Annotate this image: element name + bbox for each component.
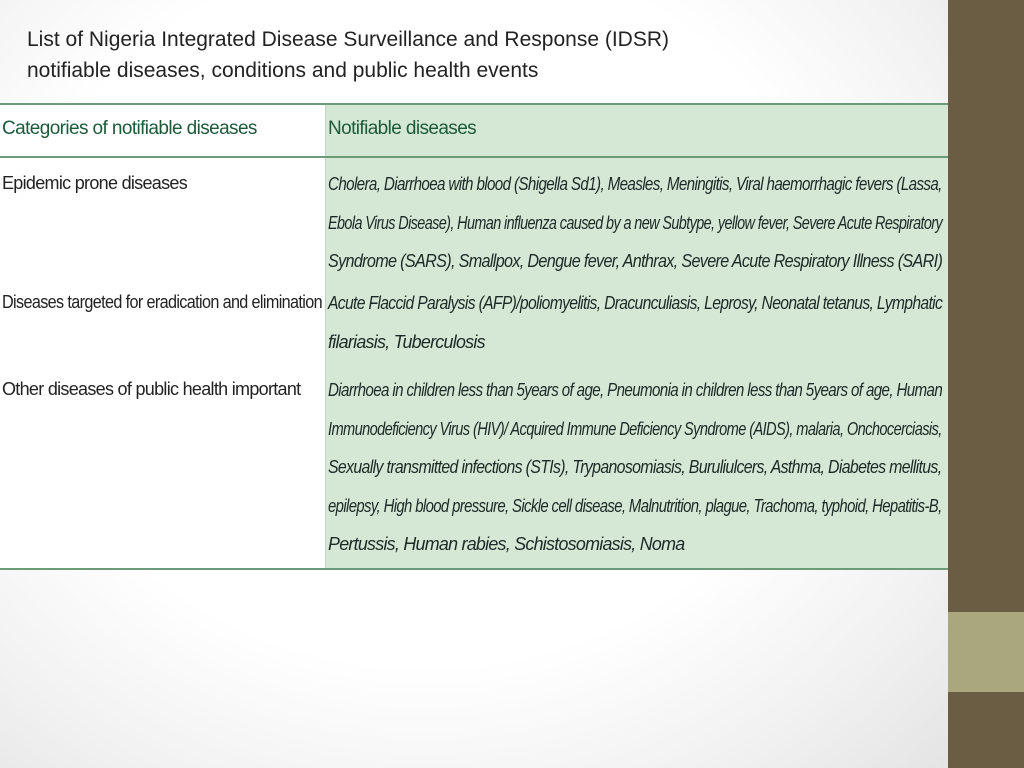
slide-title xyxy=(27,24,927,86)
header-categories: Categories of notifiable diseases xyxy=(2,118,257,139)
table-header-rule xyxy=(0,156,948,158)
category-eradication-elimination: Diseases targeted for eradication and elimination xyxy=(2,292,322,312)
side-bar-light xyxy=(948,612,1024,692)
slide-title-line-1: List of Nigeria Integrated Disease Surveillance and Response (IDSR) xyxy=(27,28,669,51)
category-other-public-health: Other diseases of public health important xyxy=(2,379,301,399)
notifiable-diseases-table xyxy=(0,103,948,570)
disease-line: filariasis, Tuberculosis xyxy=(328,331,485,352)
category-epidemic-prone: Epidemic prone diseases xyxy=(2,173,188,193)
header-notifiable-diseases: Notifiable diseases xyxy=(328,118,477,139)
disease-line: Pertussis, Human rabies, Schistosomiasis, Noma xyxy=(328,534,685,554)
side-bar-dark-top xyxy=(948,0,1024,612)
diseases-epidemic-prone xyxy=(328,165,946,281)
disease-line: Diarrhoea in children less than 5years of age, Pneumonia in children less than 5years of age, Human xyxy=(328,380,943,400)
table-bottom-rule xyxy=(0,568,948,570)
disease-line: epilepsy, High blood pressure, Sickle cell disease, Malnutrition, plague, Trachoma, typhoid, Hepatitis-B, xyxy=(328,495,942,516)
diseases-eradication-elimination xyxy=(328,284,946,361)
disease-line: Acute Flaccid Paralysis (AFP)/poliomyelitis, Dracunculiasis, Leprosy, Neonatal tetanus, Lymphatic xyxy=(328,293,943,313)
diseases-other-public-health xyxy=(328,371,946,564)
slide-title-line-2: notifiable diseases, conditions and public health events xyxy=(27,59,539,82)
table-top-rule xyxy=(0,103,948,105)
disease-line: Cholera, Diarrhoea with blood (Shigella Sd1), Measles, Meningitis, Viral haemorrhagic fevers (Lassa, xyxy=(328,174,942,194)
disease-line: Syndrome (SARS), Smallpox, Dengue fever, Anthrax, Severe Acute Respiratory Illness (SARI) xyxy=(328,251,943,271)
disease-line: Ebola Virus Disease), Human influenza caused by a new Subtype, yellow fever, Severe Acute Respiratory xyxy=(328,212,943,233)
disease-line: Sexually transmitted infections (STIs), Trypanosomiasis, Buruliulcers, Asthma, Diabetes mellitus, xyxy=(328,457,942,477)
disease-line: Immunodeficiency Virus (HIV)/ Acquired Immune Deficiency Syndrome (AIDS), malaria, Onchocerciasis, xyxy=(328,418,942,439)
column-divider xyxy=(325,103,326,570)
side-bar-dark-bottom xyxy=(948,692,1024,768)
